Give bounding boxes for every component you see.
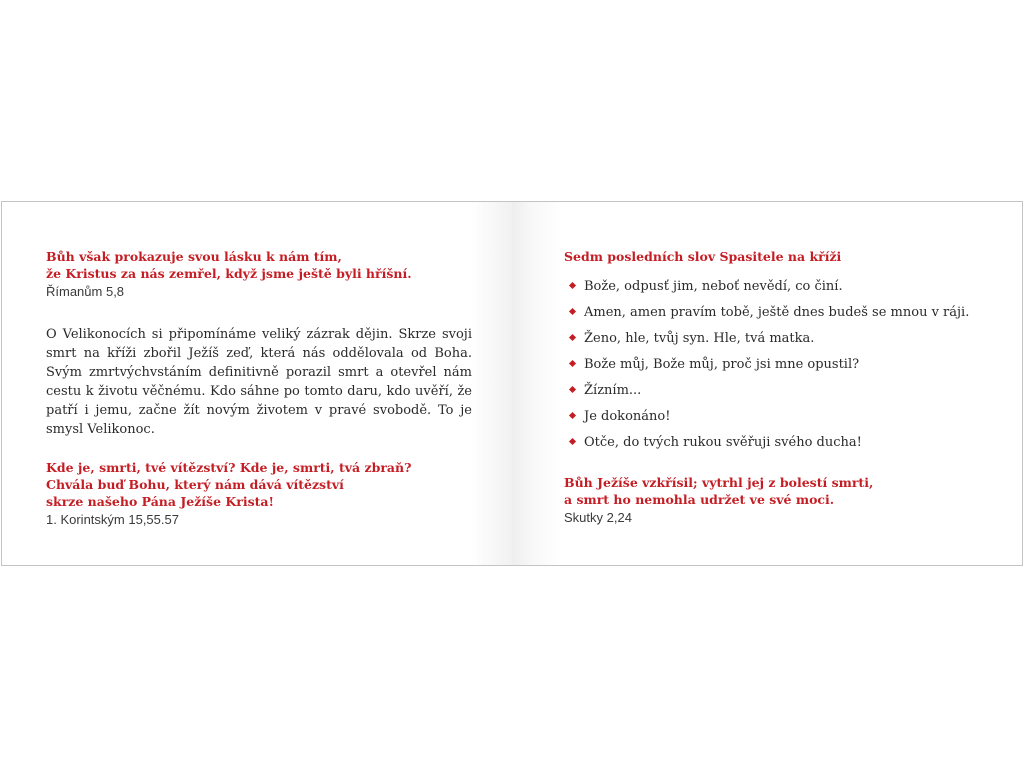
right-closing-quote-line-1: Bůh Ježíše vzkřísil; vytrhl jej z bolestí smrti, xyxy=(564,475,874,490)
list-item-text: Bože můj, Bože můj, proč jsi mne opustil? xyxy=(584,357,860,372)
closing-reference: 1. Korintským 15,55.57 xyxy=(46,512,179,527)
list-item-text: Bože, odpusť jim, neboť nevědí, co činí. xyxy=(584,279,843,294)
right-closing-quote xyxy=(564,474,992,508)
list-item-text: Žízním... xyxy=(584,383,642,398)
book-spread xyxy=(1,201,1023,566)
seven-words-heading: Sedm posledních slov Spasitele na kříži xyxy=(564,249,842,264)
list-item xyxy=(570,277,992,296)
list-item-text: Otče, do tvých rukou svěřuji svého ducha! xyxy=(584,435,862,450)
right-closing-reference: Skutky 2,24 xyxy=(564,510,632,525)
closing-quote-line-2: Chvála buď Bohu, který nám dává vítězství xyxy=(46,477,344,492)
red-diamond-bullet-icon xyxy=(569,360,576,367)
intro-reference: Římanům 5,8 xyxy=(46,284,125,299)
right-closing-block xyxy=(564,474,992,527)
list-item xyxy=(570,381,992,400)
right-closing-quote-line-2: a smrt ho nemohla udržet ve své moci. xyxy=(564,492,835,507)
seven-words-list xyxy=(564,277,992,452)
list-item xyxy=(570,433,992,452)
easter-paragraph: O Velikonocích si připomínáme veliký zázrak dějin. Skrze svoji smrt na kříži zbořil Ježíš zeď, která nás oddělovala od Boha. Svým zmrtvýchvstáním definitivně porazil smrt a otevřel nám cestu k životu věčnému. Kdo sáhne po tomto daru, kdo uvěří, že patří i jemu, začne žít novým životem v pravé svobodě. To je smysl Velikonoc. xyxy=(46,327,472,437)
closing-quote-line-3: skrze našeho Pána Ježíše Krista! xyxy=(46,494,274,509)
list-item-text: Ženo, hle, tvůj syn. Hle, tvá matka. xyxy=(584,331,815,346)
red-diamond-bullet-icon xyxy=(569,412,576,419)
list-item xyxy=(570,303,992,322)
right-page xyxy=(512,202,1022,565)
red-diamond-bullet-icon xyxy=(569,438,576,445)
intro-quote-line-2: že Kristus za nás zemřel, když jsme ještě byli hříšní. xyxy=(46,266,412,281)
red-diamond-bullet-icon xyxy=(569,308,576,315)
intro-quote xyxy=(46,248,472,282)
list-item-text: Amen, amen pravím tobě, ještě dnes budeš se mnou v ráji. xyxy=(584,305,970,320)
closing-quote xyxy=(46,459,472,510)
list-item xyxy=(570,407,992,426)
red-diamond-bullet-icon xyxy=(569,334,576,341)
list-item xyxy=(570,355,992,374)
red-diamond-bullet-icon xyxy=(569,386,576,393)
red-diamond-bullet-icon xyxy=(569,282,576,289)
closing-block xyxy=(46,459,472,529)
closing-quote-line-1: Kde je, smrti, tvé vítězství? Kde je, smrti, tvá zbraň? xyxy=(46,460,412,475)
left-page xyxy=(2,202,512,565)
list-item-text: Je dokonáno! xyxy=(584,409,671,424)
intro-quote-line-1: Bůh však prokazuje svou lásku k nám tím, xyxy=(46,249,342,264)
list-item xyxy=(570,329,992,348)
